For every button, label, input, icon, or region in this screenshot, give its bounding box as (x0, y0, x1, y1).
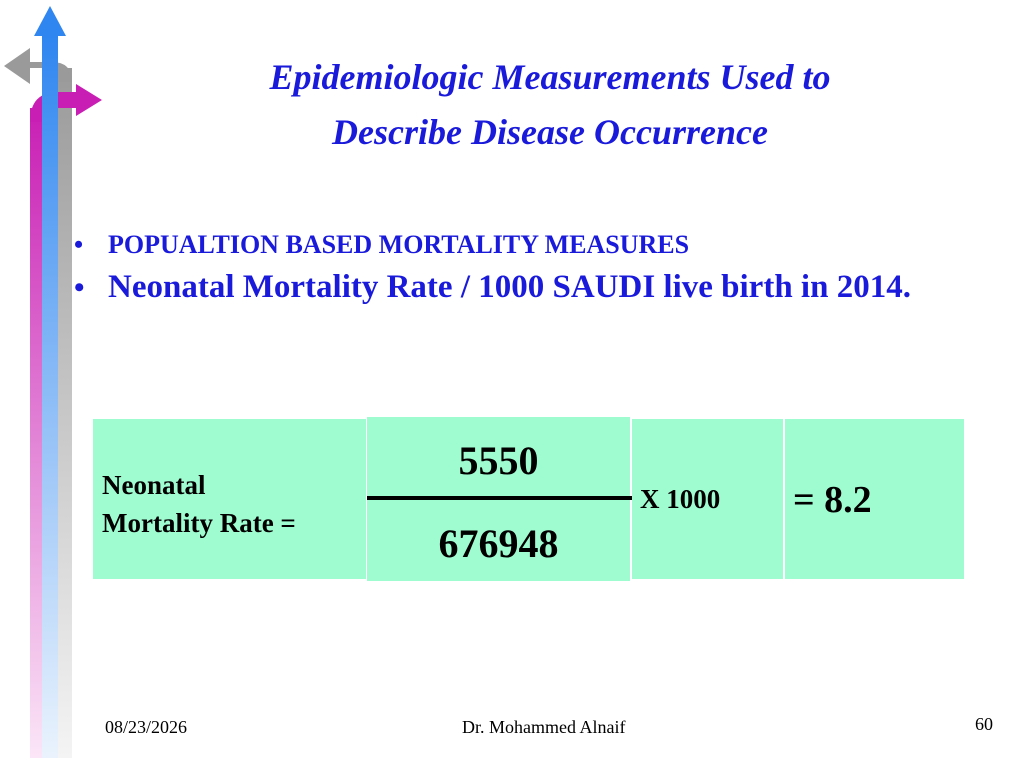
formula-label (102, 466, 362, 542)
multiplier: X 1000 (640, 484, 721, 514)
bullet-dot-icon: • (74, 271, 85, 304)
page-title (150, 50, 950, 160)
footer-date: 08/23/2026 (105, 717, 188, 737)
bullet-text: Neonatal Mortality Rate / 1000 SAUDI live birth in 2014. (108, 269, 911, 305)
result-value: = 8.2 (793, 479, 872, 521)
bullet-text: POPUALTION BASED MORTALITY MEASURES (108, 230, 690, 259)
decorative-arrows-icon (0, 0, 110, 768)
bullet-item (74, 266, 994, 309)
title-line-2: Describe Disease Occurrence (332, 112, 768, 152)
formula-label-line-2: Mortality Rate = (102, 508, 296, 538)
footer-author: Dr. Mohammed Alnaif (462, 717, 626, 737)
denominator: 676948 (438, 521, 559, 566)
bullet-item (74, 228, 994, 262)
formula-label-line-1: Neonatal (102, 470, 206, 500)
bullet-list (74, 228, 994, 309)
page-number: 60 (975, 714, 993, 734)
bullet-dot-icon: • (74, 230, 84, 259)
fraction-bar (367, 496, 632, 500)
numerator: 5550 (458, 438, 539, 483)
title-line-1: Epidemiologic Measurements Used to (269, 57, 831, 97)
